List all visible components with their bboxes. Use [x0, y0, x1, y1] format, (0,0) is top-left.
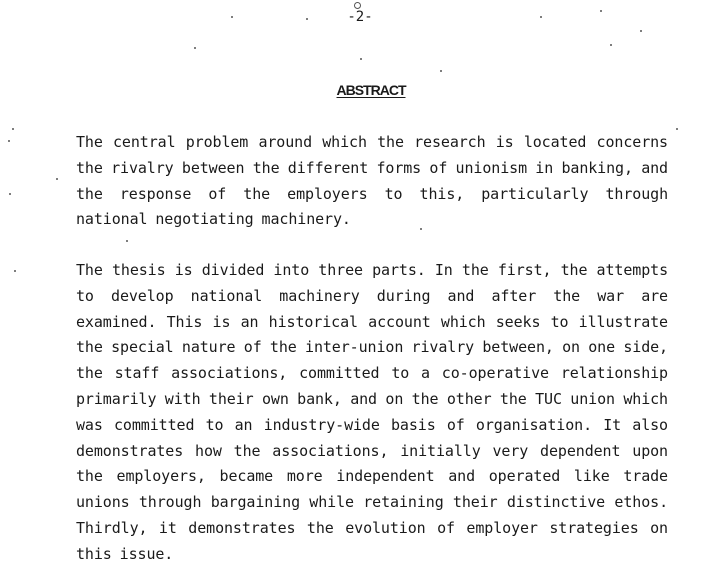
- abstract-paragraph-1: The central problem around which the research is located concerns the rivalry between the different forms of unionism in banking, and the response of the employers to this, particularly through national negotiating machinery.: [76, 133, 668, 229]
- scan-speck: [9, 193, 11, 195]
- scan-speck: [56, 178, 58, 180]
- scan-speck: [610, 44, 612, 46]
- scan-speck: [440, 70, 442, 72]
- scan-speck: [676, 128, 678, 130]
- scan-speck: [194, 47, 196, 49]
- scan-speck: [12, 128, 14, 130]
- page-number: -2-: [347, 9, 373, 25]
- scan-speck: [8, 140, 10, 142]
- scan-speck: [360, 58, 362, 60]
- scan-speck: [354, 2, 361, 9]
- scan-speck: [640, 30, 642, 32]
- scan-speck: [14, 270, 16, 272]
- abstract-paragraph-2: The thesis is divided into three parts. In the first, the attempts to develop national machinery during and after the war are examined. This is an historical account which seeks to illustrate the special nature of the inter-union rivalry between, on one side, the staff associations, committed to a co-operative relationship primarily with their own bank, and on the other the TUC union which was committed to an industry-wide basis of organisation. It also demonstrates how the associations, initially very dependent upon the employers, became more independent and operated like trade unions through bargaining while retaining their distinctive ethos. Thirdly, it demonstrates the evolution of employer strategies on this issue.: [76, 261, 668, 563]
- scan-speck: [126, 240, 128, 242]
- abstract-title: ABSTRACT: [336, 82, 406, 98]
